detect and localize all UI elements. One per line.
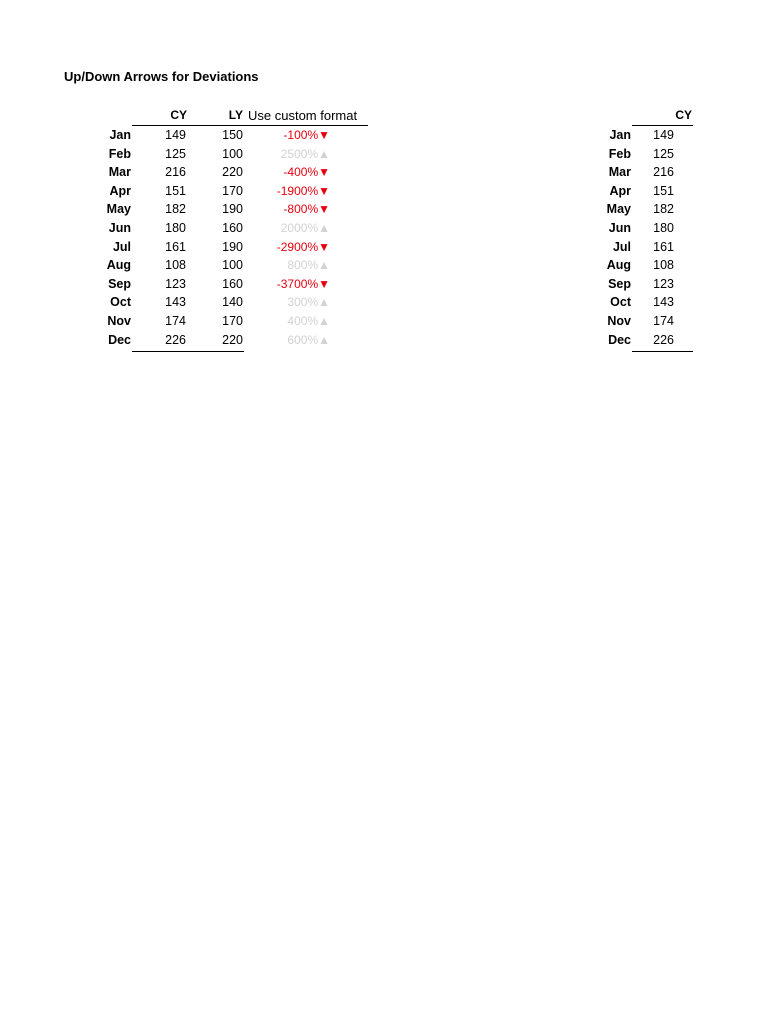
month-label: Jun xyxy=(108,221,131,235)
table-row xyxy=(0,145,768,164)
deviation-value: 300%▲ xyxy=(287,295,330,310)
cy-value: 143 xyxy=(165,295,186,310)
month-label: Nov xyxy=(607,314,631,328)
cy-value: 123 xyxy=(653,276,674,291)
ly-value: 100 xyxy=(222,258,243,273)
table-row xyxy=(0,182,768,201)
ly-value: 160 xyxy=(222,276,243,291)
month-label: May xyxy=(106,202,131,217)
deviation-value: 600%▲ xyxy=(287,332,330,347)
cy-value: 174 xyxy=(653,314,674,328)
month-label: Jan xyxy=(109,128,131,142)
deviation-value: -400%▼ xyxy=(283,165,330,180)
deviation-value: -800%▼ xyxy=(283,202,330,217)
cy-value: 180 xyxy=(165,221,186,235)
table-row xyxy=(0,163,768,182)
table-row xyxy=(0,126,768,145)
table-row xyxy=(0,256,768,275)
table-bottom-border xyxy=(632,351,693,352)
ly-value: 140 xyxy=(222,295,243,310)
deviation-value: -3700%▼ xyxy=(276,276,330,291)
deviation-value: -1900%▼ xyxy=(276,183,330,198)
month-label: Dec xyxy=(608,332,631,347)
cy-value: 216 xyxy=(165,165,186,180)
month-label: Jun xyxy=(608,221,631,235)
month-label: Apr xyxy=(109,183,131,198)
month-label: Feb xyxy=(108,146,131,161)
deviation-value: -2900%▼ xyxy=(276,239,330,254)
month-label: Apr xyxy=(609,183,631,198)
month-label: Nov xyxy=(107,314,131,328)
ly-value: 150 xyxy=(222,128,243,142)
month-label: Feb xyxy=(608,146,631,161)
month-label: Sep xyxy=(608,276,631,291)
month-label: Mar xyxy=(608,165,631,180)
cy-value: 161 xyxy=(653,239,674,254)
month-label: Mar xyxy=(108,165,131,180)
cy-value: 226 xyxy=(653,332,674,347)
cy-value: 216 xyxy=(653,165,674,180)
ly-value: 220 xyxy=(222,332,243,347)
ly-value: 160 xyxy=(222,221,243,235)
month-label: Jul xyxy=(612,239,631,254)
month-label: Aug xyxy=(106,258,131,273)
cy-value: 182 xyxy=(165,202,186,217)
cy-value: 125 xyxy=(653,146,674,161)
table-row xyxy=(0,312,768,331)
deviation-value: 2000%▲ xyxy=(280,221,330,235)
month-label: May xyxy=(606,202,631,217)
table-row xyxy=(0,275,768,294)
month-label: Oct xyxy=(110,295,131,310)
month-label: Aug xyxy=(606,258,631,273)
cy-value: 182 xyxy=(653,202,674,217)
header-cy: CY xyxy=(675,108,692,122)
ly-value: 190 xyxy=(222,202,243,217)
cy-value: 125 xyxy=(165,146,186,161)
month-label: Sep xyxy=(108,276,131,291)
deviation-value: 800%▲ xyxy=(287,258,330,273)
cy-value: 143 xyxy=(653,295,674,310)
ly-value: 170 xyxy=(222,183,243,198)
month-label: Oct xyxy=(610,295,631,310)
cy-value: 151 xyxy=(165,183,186,198)
header-ly: LY xyxy=(228,108,243,122)
table-row xyxy=(0,200,768,219)
cy-value: 226 xyxy=(165,332,186,347)
ly-value: 100 xyxy=(222,146,243,161)
cy-value: 123 xyxy=(165,276,186,291)
month-label: Dec xyxy=(108,332,131,347)
month-label: Jul xyxy=(112,239,131,254)
table-row xyxy=(0,219,768,238)
deviation-value: 400%▲ xyxy=(287,314,330,328)
header-custom-format: Use custom format xyxy=(248,108,358,123)
deviation-value: -100%▼ xyxy=(283,128,330,142)
page-title: Up/Down Arrows for Deviations xyxy=(64,69,259,84)
cy-value: 161 xyxy=(165,239,186,254)
cy-value: 180 xyxy=(653,221,674,235)
cy-value: 174 xyxy=(165,314,186,328)
right-cy-table xyxy=(0,108,768,358)
header-cy: CY xyxy=(170,108,187,122)
cy-value: 149 xyxy=(653,128,674,142)
month-label: Jan xyxy=(609,128,631,142)
ly-value: 190 xyxy=(222,239,243,254)
deviation-value: 2500%▲ xyxy=(280,146,330,161)
table-row xyxy=(0,238,768,257)
table-row xyxy=(0,293,768,312)
cy-value: 108 xyxy=(653,258,674,273)
ly-value: 220 xyxy=(222,165,243,180)
cy-value: 108 xyxy=(165,258,186,273)
ly-value: 170 xyxy=(222,314,243,328)
table-row xyxy=(0,331,768,350)
cy-value: 151 xyxy=(653,183,674,198)
cy-value: 149 xyxy=(165,128,186,142)
